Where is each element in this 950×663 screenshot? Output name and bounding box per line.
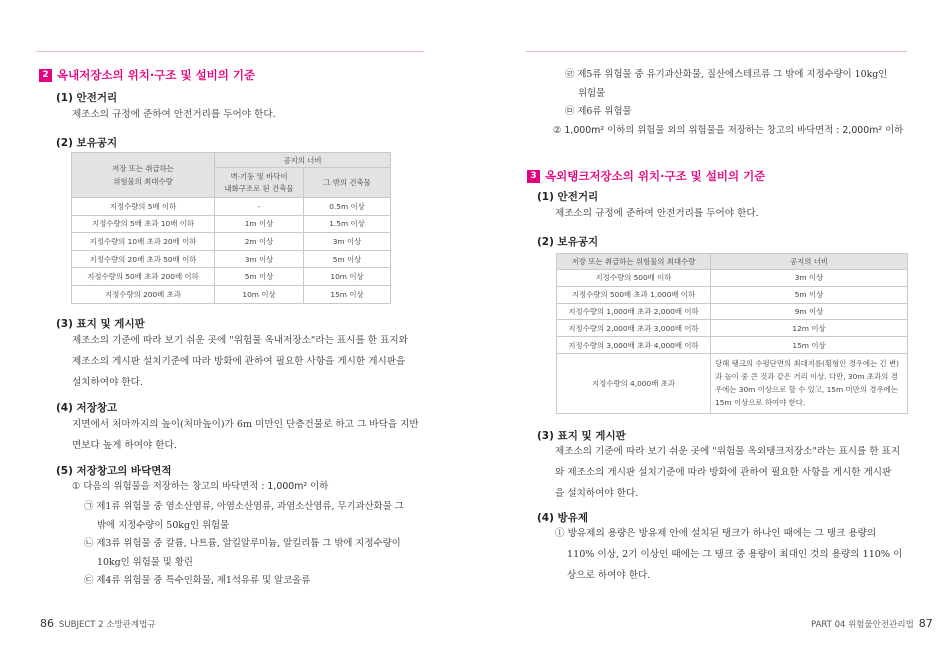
heading-sign: (3) 표지 및 게시판 bbox=[537, 430, 626, 442]
floor-area-sub-items bbox=[84, 498, 434, 591]
right-page bbox=[475, 0, 950, 663]
section-title bbox=[527, 168, 765, 184]
floor-area-item-2: ② 1,000m² 이하의 위험물 외의 위험물을 저장하는 창고의 바닥면적 : 2,000m² 이하 bbox=[553, 125, 904, 136]
table-row bbox=[557, 353, 908, 413]
th-fireproof: 벽·기둥 및 바닥이 내화구조로 된 건축물 bbox=[215, 168, 304, 198]
cell: 2m 이상 bbox=[215, 233, 304, 251]
cell: 지정수량의 4,000배 초과 bbox=[557, 353, 711, 413]
heading-floor-area: (5) 저장창고의 바닥면적 bbox=[56, 465, 172, 477]
list-item: ㉣ 제5류 위험물 중 유기과산화물, 질산에스테르류 그 밖에 지정수량이 10kg인 bbox=[565, 69, 888, 80]
th-max-quantity: 저장 또는 취급하는 위험물의 최대수량 bbox=[72, 153, 215, 198]
safe-distance-text: 제조소의 규정에 준하여 안전거리를 두어야 한다. bbox=[72, 109, 276, 120]
cell: 3m 이상 bbox=[304, 233, 391, 251]
list-item: 위험물 bbox=[578, 87, 606, 99]
table-row bbox=[72, 198, 391, 216]
cell: 3m 이상 bbox=[711, 270, 908, 287]
cell: 0.5m 이상 bbox=[304, 198, 391, 216]
table-row bbox=[72, 215, 391, 233]
footer bbox=[811, 617, 933, 630]
cell: 10m 이상 bbox=[304, 268, 391, 286]
top-rule bbox=[526, 51, 907, 52]
heading-dike: (4) 방유제 bbox=[537, 512, 588, 524]
list-item: 10kg인 위험물 및 황린 bbox=[97, 556, 193, 568]
th-max-quantity: 저장 또는 취급하는 위험물의 최대수량 bbox=[557, 254, 711, 270]
text-line: 지면에서 처마까지의 높이(처마높이)가 6m 미만인 단층건물로 하고 그 바닥을 지반 bbox=[72, 419, 419, 430]
table-row bbox=[72, 268, 391, 286]
cell: 지정수량의 3,000배 초과 4,000배 이하 bbox=[557, 337, 711, 354]
th-other-building: 그 밖의 건축물 bbox=[304, 168, 391, 198]
text-line: 상으로 하여야 한다. bbox=[567, 570, 651, 581]
list-item: ㉠ 제1류 위험물 중 염소산염류, 아염소산염류, 과염소산염류, 무기과산화물 그 bbox=[84, 501, 404, 512]
cell: 5m 이상 bbox=[711, 286, 908, 303]
section-number: 3 bbox=[527, 170, 540, 183]
cell: 지정수량의 5배 이하 bbox=[72, 198, 215, 216]
footer-label: SUBJECT 2 소방관계법규 bbox=[59, 620, 156, 630]
cell: 지정수량의 500배 이하 bbox=[557, 270, 711, 287]
table-row bbox=[557, 270, 908, 287]
cell: 3m 이상 bbox=[215, 250, 304, 268]
table-row bbox=[557, 303, 908, 320]
cell: 12m 이상 bbox=[711, 320, 908, 337]
table-row bbox=[557, 337, 908, 354]
text-line: 110% 이상, 2기 이상인 때에는 그 탱크 중 용량이 최대인 것의 용량의 110% 이 bbox=[567, 549, 903, 560]
heading-space: (2) 보유공지 bbox=[537, 236, 599, 248]
cell: 당해 탱크의 수평단면의 최대지름(횡형인 경우에는 긴 변)과 높이 중 큰 것과 같은 거리 이상. 다만, 30m 초과의 경우에는 30m 이상으로 할 수 있고, 15m 미만의 경우에는 15m 이상으로 하여야 한다. bbox=[711, 353, 908, 413]
continued-items bbox=[565, 66, 925, 122]
cell: - bbox=[215, 198, 304, 216]
safe-distance-text: 제조소의 규정에 준하여 안전거리를 두어야 한다. bbox=[555, 208, 759, 219]
warehouse-text bbox=[72, 414, 432, 456]
text-line: 제조소의 게시판 설치기준에 따라 방화에 관하여 필요한 사항을 게시한 게시판을 bbox=[72, 356, 406, 367]
cell: 1m 이상 bbox=[215, 215, 304, 233]
th-space-width: 공지의 너비 bbox=[215, 153, 391, 168]
section-title-text: 옥외탱크저장소의 위치·구조 및 설비의 기준 bbox=[545, 169, 766, 183]
table-row bbox=[72, 250, 391, 268]
floor-area-item-1: ① 다음의 위험물을 저장하는 창고의 바닥면적 : 1,000m² 이하 bbox=[72, 481, 329, 492]
section-title bbox=[39, 67, 255, 83]
heading-safe-distance: (1) 안전거리 bbox=[56, 92, 118, 104]
cell: 지정수량의 2,000배 초과 3,000배 이하 bbox=[557, 320, 711, 337]
text-line: 와 제조소의 게시판 설치기준에 따라 방화에 관하여 필요한 사항을 게시한 게시판 bbox=[555, 467, 892, 478]
table-row bbox=[72, 285, 391, 303]
section-number: 2 bbox=[39, 69, 52, 82]
sign-text bbox=[555, 441, 915, 504]
table-row bbox=[557, 286, 908, 303]
cell: 10m 이상 bbox=[215, 285, 304, 303]
space-table bbox=[71, 152, 391, 304]
cell: 1.5m 이상 bbox=[304, 215, 391, 233]
list-item: ㉡ 제3류 위험물 중 칼륨, 나트륨, 알킬알루미늄, 알킬리튬 그 밖에 지정수량이 bbox=[84, 538, 401, 549]
text-line: 을 설치하여야 한다. bbox=[555, 488, 639, 499]
heading-safe-distance: (1) 안전거리 bbox=[537, 191, 599, 203]
heading-space: (2) 보유공지 bbox=[56, 137, 118, 149]
footer-label: PART 04 위험물안전관리법 bbox=[811, 620, 914, 630]
page-number: 87 bbox=[918, 617, 933, 630]
cell: 지정수량의 200배 초과 bbox=[72, 285, 215, 303]
space-table bbox=[556, 253, 908, 414]
footer bbox=[40, 617, 156, 630]
text-line: 제조소의 기준에 따라 보기 쉬운 곳에 "위험물 옥외탱크저장소"라는 표시를 한 표지 bbox=[555, 446, 901, 457]
th-space-width: 공지의 너비 bbox=[711, 254, 908, 270]
heading-sign: (3) 표지 및 게시판 bbox=[56, 318, 145, 330]
table-row bbox=[557, 320, 908, 337]
cell: 9m 이상 bbox=[711, 303, 908, 320]
text-line: 면보다 높게 하여야 한다. bbox=[72, 440, 177, 451]
cell: 지정수량의 5배 초과 10배 이하 bbox=[72, 215, 215, 233]
list-item: 밖에 지정수량이 50kg인 위험물 bbox=[97, 519, 230, 531]
cell: 지정수량의 50배 초과 200배 이하 bbox=[72, 268, 215, 286]
text-line: 제조소의 기준에 따라 보기 쉬운 곳에 "위험물 옥내저장소"라는 표시를 한 표지와 bbox=[72, 335, 408, 346]
dike-text bbox=[555, 523, 915, 586]
cell: 5m 이상 bbox=[304, 250, 391, 268]
text-line: 설치하여야 한다. bbox=[72, 377, 143, 388]
list-item: ㉢ 제4류 위험물 중 특수인화물, 제1석유류 및 알코올류 bbox=[84, 575, 311, 586]
page-number: 86 bbox=[40, 617, 54, 630]
cell: 지정수량의 20배 초과 50배 이하 bbox=[72, 250, 215, 268]
sign-text bbox=[72, 330, 432, 393]
top-rule bbox=[36, 51, 424, 52]
section-title-text: 옥내저장소의 위치·구조 및 설비의 기준 bbox=[57, 68, 256, 82]
heading-warehouse: (4) 저장창고 bbox=[56, 402, 118, 414]
cell: 지정수량의 10배 초과 20배 이하 bbox=[72, 233, 215, 251]
table-row bbox=[72, 233, 391, 251]
cell: 지정수량의 1,000배 초과 2,000배 이하 bbox=[557, 303, 711, 320]
list-item: ㉤ 제6류 위험물 bbox=[565, 106, 632, 117]
cell: 15m 이상 bbox=[304, 285, 391, 303]
cell: 5m 이상 bbox=[215, 268, 304, 286]
cell: 지정수량의 500배 초과 1,000배 이하 bbox=[557, 286, 711, 303]
cell: 15m 이상 bbox=[711, 337, 908, 354]
text-line: ① 방유제의 용량은 방유제 안에 설치된 탱크가 하나인 때에는 그 탱크 용량의 bbox=[555, 528, 877, 539]
